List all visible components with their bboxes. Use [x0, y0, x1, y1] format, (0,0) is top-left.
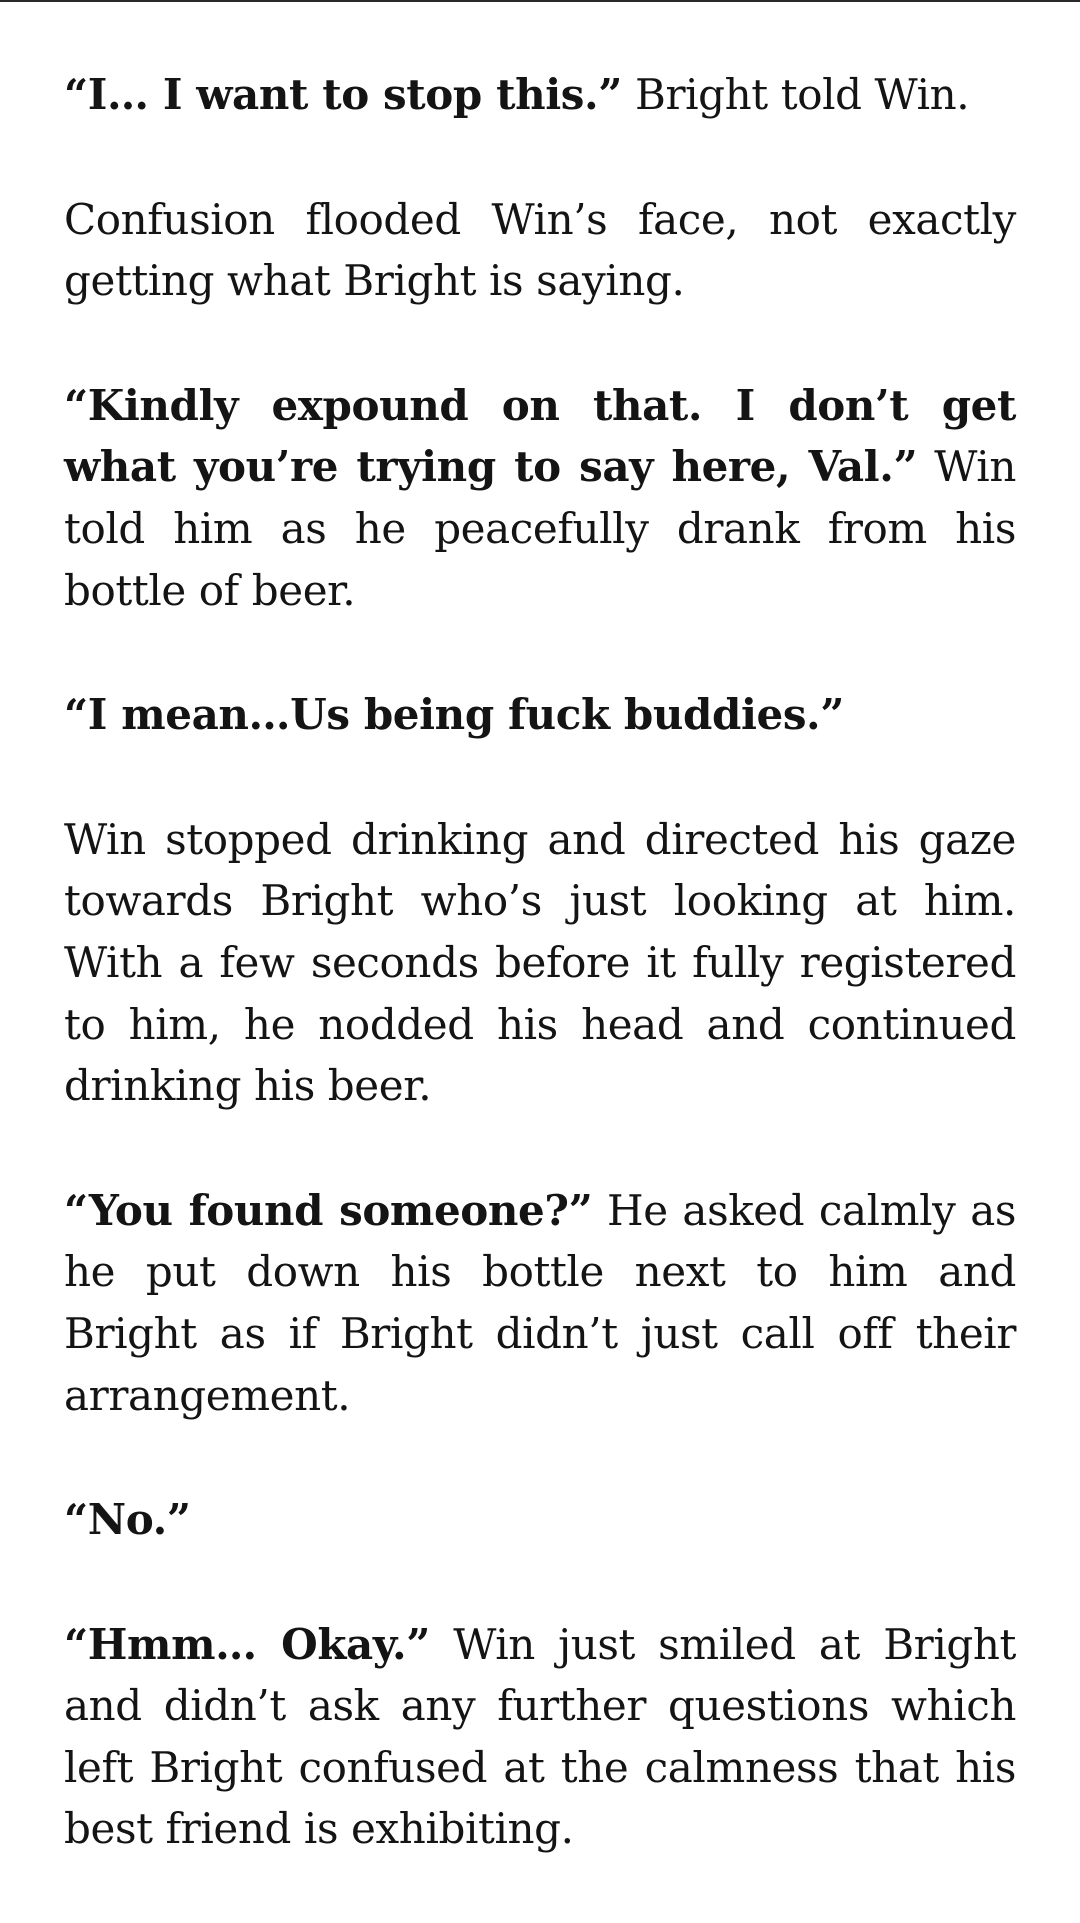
paragraph-2 [64, 189, 1016, 312]
paragraph-5 [64, 809, 1016, 1117]
dialogue-text: “Hmm… Okay.” [64, 1619, 431, 1669]
paragraph-3 [64, 375, 1016, 621]
paragraph-6 [64, 1180, 1016, 1426]
narration-text: Win stopped drinking and directed his gaze towards Bright who’s just looking at him. With a few seconds before it fully registered to him, he nodded his head and continued drinking his beer. [64, 814, 1016, 1111]
narration-text: Win just smiled at Bright and didn’t ask any further questions which left Bright confused at the calmness that his best friend is exhibiting. [64, 1619, 1016, 1854]
narration-text: Bright told Win. [622, 70, 970, 119]
top-divider [0, 0, 1080, 2]
paragraph-7 [64, 1489, 1016, 1551]
narration-text: Confusion flooded Win’s face, not exactly getting what Bright is saying. [64, 194, 1016, 306]
dialogue-text: “You found someone?” [64, 1185, 593, 1235]
paragraph-8 [64, 1614, 1016, 1860]
dialogue-text: “Kindly expound on that. I don’t get what you’re trying to say here, Val.” [64, 380, 1016, 492]
dialogue-text: “I mean…Us being fuck buddies.” [64, 690, 845, 740]
dialogue-text: “I… I want to stop this.” [64, 70, 623, 119]
paragraph-1 [64, 64, 1016, 126]
paragraph-4 [64, 684, 1016, 746]
dialogue-text: “No.” [64, 1495, 191, 1545]
story-text[interactable] [64, 64, 1016, 1923]
narration-text: Win told him as he peacefully drank from his bottle of beer. [64, 442, 1016, 615]
narration-text: He asked calmly as he put down his bottle next to him and Bright as if Bright didn’t just call off their arrangement. [64, 1185, 1016, 1420]
